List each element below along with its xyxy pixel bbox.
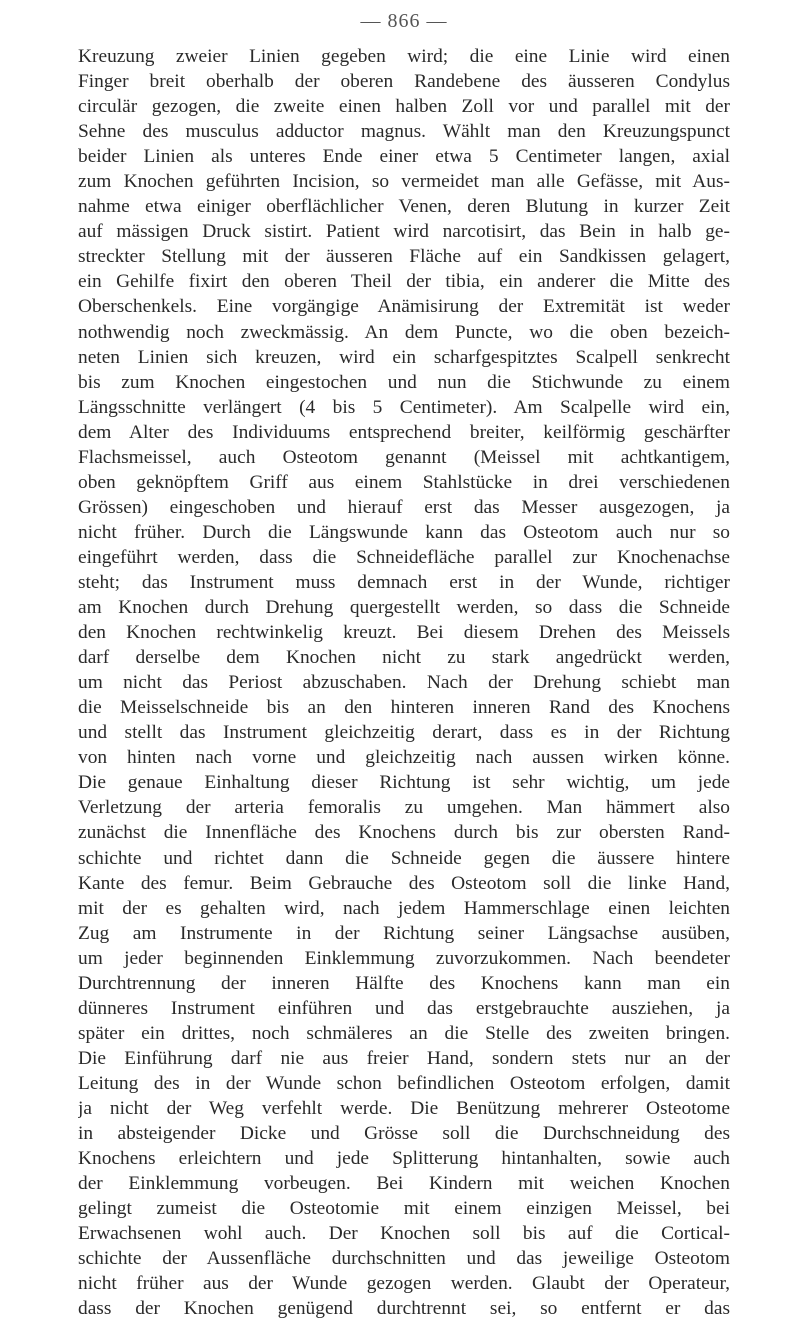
text-line: Kante des femur. Beim Gebrauche des Osteotom soll die linke Hand, [78,872,730,894]
text-line: Zug am Instrumente in der Richtung seiner Längsachse ausüben, [78,922,730,944]
text-line: am Knochen durch Drehung quergestellt werden, so dass die Schneide [78,597,730,619]
text-line: Sehne des musculus adductor magnus. Wählt man den Kreuzungspunct [78,121,730,143]
text-line: dass der Knochen genügend durchtrennt sei, so entfernt er das [78,1298,730,1320]
text-line: der Einklemmung vorbeugen. Bei Kindern mit weichen Knochen [78,1173,730,1195]
text-line: nahme etwa einiger oberflächlicher Venen, deren Blutung in kurzer Zeit [78,196,730,218]
text-line: Grössen) eingeschoben und hierauf erst das Messer ausgezogen, ja [78,496,730,518]
text-line: ja nicht der Weg verfehlt werde. Die Benützung mehrerer Osteotome [78,1097,730,1119]
text-line: Durchtrennung der inneren Hälfte des Knochens kann man ein [78,972,730,994]
text-line: streckter Stellung mit der äusseren Fläche auf ein Sandkissen gelagert, [78,246,730,268]
text-line: nicht früher aus der Wunde gezogen werden. Glaubt der Operateur, [78,1273,730,1295]
text-line: schichte der Aussenfläche durchschnitten und das jeweilige Osteotom [78,1248,730,1270]
text-line: Finger breit oberhalb der oberen Randebene des äusseren Condylus [78,71,730,93]
text-line: nicht früher. Durch die Längswunde kann das Osteotom auch nur so [78,521,730,543]
text-line: von hinten nach vorne und gleichzeitig nach aussen wirken könne. [78,747,730,769]
text-line: beider Linien als unteres Ende einer etwa 5 Centimeter langen, axial [78,146,730,168]
text-line: in absteigender Dicke und Grösse soll die Durchschneidung des [78,1123,730,1145]
page-number: — 866 — [360,10,448,32]
text-line: und stellt das Instrument gleichzeitig derart, dass es in der Richtung [78,722,730,744]
text-line: dünneres Instrument einführen und das erstgebrauchte ausziehen, ja [78,997,730,1019]
text-line: bis zum Knochen eingestochen und nun die Stichwunde zu einem [78,371,730,393]
text-line: zum Knochen geführten Incision, so vermeidet man alle Gefässe, mit Aus- [78,171,730,193]
text-line: Verletzung der arteria femoralis zu umgehen. Man hämmert also [78,797,730,819]
text-line: gelingt zumeist die Osteotomie mit einem einzigen Meissel, bei [78,1198,730,1220]
text-line: auf mässigen Druck sistirt. Patient wird narcotisirt, das Bein in halb ge- [78,221,730,243]
text-line: Die genaue Einhaltung dieser Richtung ist sehr wichtig, um jede [78,772,730,794]
text-line: circulär gezogen, die zweite einen halben Zoll vor und parallel mit der [78,96,730,118]
text-line: den Knochen rechtwinkelig kreuzt. Bei diesem Drehen des Meissels [78,622,730,644]
text-line: Leitung des in der Wunde schon befindlichen Osteotom erfolgen, damit [78,1072,730,1094]
text-line: steht; das Instrument muss demnach erst in der Wunde, richtiger [78,571,730,593]
text-line: um nicht das Periost abzuschaben. Nach der Drehung schiebt man [78,672,730,694]
text-line: mit der es gehalten wird, nach jedem Hammerschlage einen leichten [78,897,730,919]
text-line: Flachsmeissel, auch Osteotom genannt (Meissel mit achtkantigem, [78,446,730,468]
body-text [78,44,730,1321]
text-line: Oberschenkels. Eine vorgängige Anämisirung der Extremität ist weder [78,296,730,318]
text-line: Knochens erleichtern und jede Splitterung hintanhalten, sowie auch [78,1148,730,1170]
text-line: zunächst die Innenfläche des Knochens durch bis zur obersten Rand- [78,822,730,844]
text-line: darf derselbe dem Knochen nicht zu stark angedrückt werden, [78,647,730,669]
text-line: neten Linien sich kreuzen, wird ein scharfgespitztes Scalpell senkrecht [78,346,730,368]
text-line: schichte und richtet dann die Schneide gegen die äussere hintere [78,847,730,869]
text-line: die Meisselschneide bis an den hinteren inneren Rand des Knochens [78,697,730,719]
text-line: später ein drittes, noch schmäleres an die Stelle des zweiten bringen. [78,1022,730,1044]
text-line: oben geknöpftem Griff aus einem Stahlstücke in drei verschiedenen [78,471,730,493]
text-line: Längsschnitte verlängert (4 bis 5 Centimeter). Am Scalpelle wird ein, [78,396,730,418]
text-line: Kreuzung zweier Linien gegeben wird; die eine Linie wird einen [78,46,730,67]
text-line: eingeführt werden, dass die Schneidefläche parallel zur Knochenachse [78,546,730,568]
text-line: nothwendig noch zweckmässig. An dem Puncte, wo die oben bezeich- [78,321,730,343]
text-line: ein Gehilfe fixirt den oberen Theil der tibia, ein anderer die Mitte des [78,271,730,293]
text-line: Erwachsenen wohl auch. Der Knochen soll bis auf die Cortical- [78,1223,730,1245]
text-line: um jeder beginnenden Einklemmung zuvorzukommen. Nach beendeter [78,947,730,969]
text-line: dem Alter des Individuums entsprechend breiter, keilförmig geschärfter [78,421,730,443]
text-line: Die Einführung darf nie aus freier Hand, sondern stets nur an der [78,1047,730,1069]
